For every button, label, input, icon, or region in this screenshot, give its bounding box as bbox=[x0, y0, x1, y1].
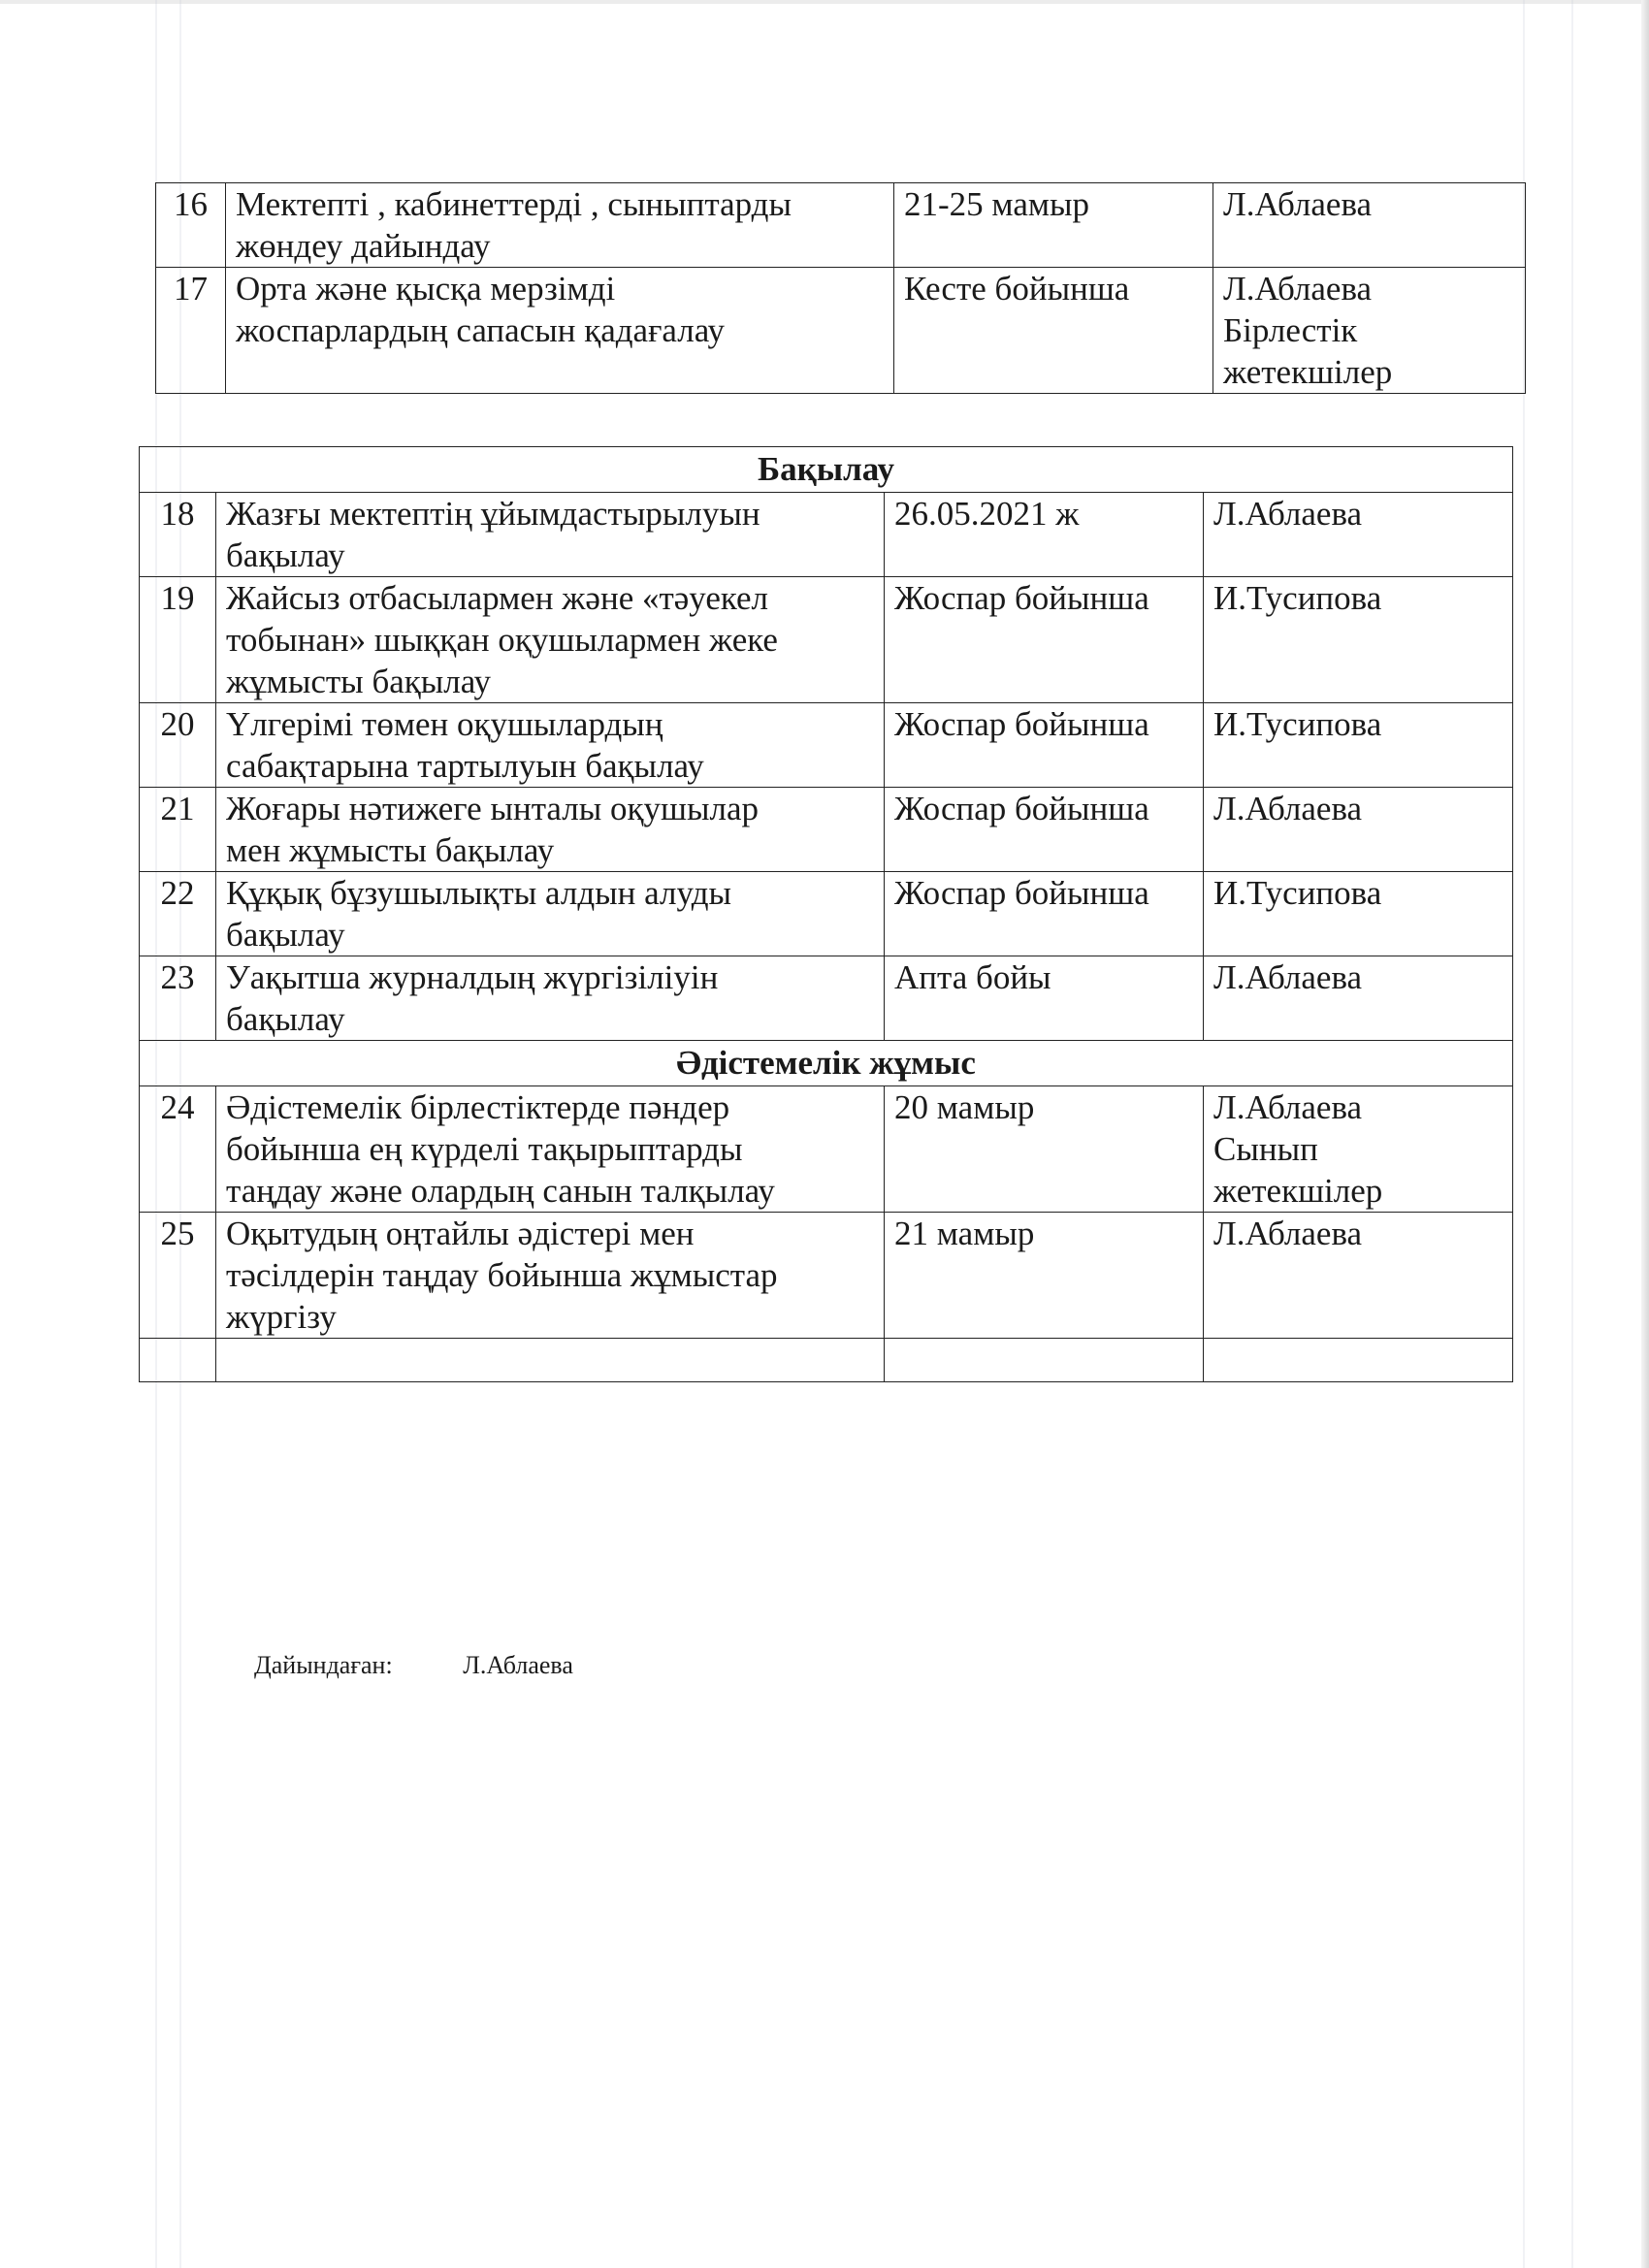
event-cell-line: жоспарлардың сапасын қадағалау bbox=[236, 311, 725, 349]
section-header-row bbox=[140, 447, 1513, 493]
date-cell bbox=[885, 956, 1204, 1041]
event-cell-line: мен жұмысты бақылау bbox=[226, 831, 555, 869]
event-cell-line: бойынша ең күрделі тақырыптарды bbox=[226, 1130, 743, 1168]
event-cell-line: сабақтарына тартылуын бақылау bbox=[226, 747, 704, 785]
scan-edge-right bbox=[1641, 0, 1649, 2268]
event-cell bbox=[216, 872, 885, 956]
responsible-cell-line: Л.Аблаева bbox=[1213, 958, 1363, 996]
event-cell-line: Оқытудың оңтайлы әдістері мен bbox=[226, 1215, 695, 1252]
responsible-cell bbox=[1204, 1086, 1513, 1213]
row-number: 25 bbox=[140, 1213, 216, 1339]
table-row bbox=[140, 872, 1513, 956]
responsible-cell bbox=[1204, 956, 1513, 1041]
responsible-cell bbox=[1204, 703, 1513, 788]
date-cell-line: Жоспар бойынша bbox=[894, 790, 1149, 827]
event-cell-line: бақылау bbox=[226, 916, 345, 954]
table-row bbox=[156, 183, 1526, 268]
date-cell bbox=[894, 268, 1213, 394]
responsible-cell-line: жетекшілер bbox=[1223, 353, 1393, 391]
date-cell-line: Кесте бойынша bbox=[904, 270, 1130, 308]
table-row bbox=[140, 703, 1513, 788]
plan-table-top-body bbox=[156, 183, 1526, 394]
date-cell-line: 20 мамыр bbox=[894, 1088, 1035, 1126]
event-cell-line: тәсілдерін таңдау бойынша жұмыстар bbox=[226, 1256, 778, 1294]
event-cell bbox=[216, 956, 885, 1041]
responsible-cell bbox=[1204, 1213, 1513, 1339]
row-number: 24 bbox=[140, 1086, 216, 1213]
row-number: 23 bbox=[140, 956, 216, 1041]
event-cell-line: Орта және қысқа мерзімді bbox=[236, 270, 616, 308]
table-row bbox=[140, 1086, 1513, 1213]
event-cell-line: Жазғы мектептің ұйымдастырылуын bbox=[226, 495, 760, 533]
date-cell-line: 21 мамыр bbox=[894, 1215, 1035, 1252]
event-cell bbox=[216, 1213, 885, 1339]
table-row bbox=[140, 493, 1513, 577]
signature-name: Л.Аблаева bbox=[463, 1651, 573, 1679]
event-cell-line: Мектепті , кабинеттерді , сыныптарды bbox=[236, 185, 792, 223]
event-cell-line: Жайсыз отбасылармен және «тәуекел bbox=[226, 579, 769, 617]
scan-streak bbox=[1571, 0, 1573, 2268]
date-cell bbox=[885, 1213, 1204, 1339]
date-cell-line: 26.05.2021 ж bbox=[894, 495, 1080, 533]
empty-cell bbox=[216, 1339, 885, 1382]
empty-table-row bbox=[140, 1339, 1513, 1382]
date-cell-line: Жоспар бойынша bbox=[894, 705, 1149, 743]
event-cell bbox=[216, 1086, 885, 1213]
date-cell-line: Жоспар бойынша bbox=[894, 874, 1149, 912]
event-cell-line: Құқық бұзушылықты алдын алуды bbox=[226, 874, 732, 912]
event-cell bbox=[226, 268, 894, 394]
empty-cell bbox=[140, 1339, 216, 1382]
date-cell bbox=[885, 872, 1204, 956]
date-cell bbox=[885, 788, 1204, 872]
event-cell bbox=[216, 788, 885, 872]
responsible-cell-line: Л.Аблаева bbox=[1223, 185, 1373, 223]
row-number: 19 bbox=[140, 577, 216, 703]
event-cell bbox=[216, 703, 885, 788]
responsible-cell bbox=[1204, 872, 1513, 956]
event-cell-line: тобынан» шыққан оқушылармен жеке bbox=[226, 621, 778, 659]
responsible-cell-line: Л.Аблаева bbox=[1213, 1215, 1363, 1252]
responsible-cell-line: Л.Аблаева bbox=[1213, 790, 1363, 827]
responsible-cell-line: И.Тусипова bbox=[1213, 579, 1382, 617]
event-cell bbox=[226, 183, 894, 268]
event-cell bbox=[216, 493, 885, 577]
date-cell bbox=[894, 183, 1213, 268]
event-cell-line: бақылау bbox=[226, 1000, 345, 1038]
event-cell-line: жұмысты бақылау bbox=[226, 663, 492, 700]
responsible-cell-line: жетекшілер bbox=[1213, 1172, 1383, 1210]
plan-table-bottom bbox=[139, 446, 1513, 1382]
event-cell-line: Үлгерімі төмен оқушылардың bbox=[226, 705, 663, 743]
responsible-cell-line: Л.Аблаева bbox=[1223, 270, 1373, 308]
responsible-cell bbox=[1213, 268, 1526, 394]
section-title-methodical: Әдістемелік жұмыс bbox=[140, 1041, 1513, 1086]
responsible-cell-line: Сынып bbox=[1213, 1130, 1318, 1168]
row-number: 18 bbox=[140, 493, 216, 577]
responsible-cell-line: Л.Аблаева bbox=[1213, 1088, 1363, 1126]
date-cell bbox=[885, 703, 1204, 788]
date-cell bbox=[885, 493, 1204, 577]
date-cell-line: Апта бойы bbox=[894, 958, 1051, 996]
event-cell bbox=[216, 577, 885, 703]
responsible-cell bbox=[1204, 577, 1513, 703]
plan-table-top bbox=[155, 182, 1526, 394]
row-number: 22 bbox=[140, 872, 216, 956]
section-title-control: Бақылау bbox=[140, 447, 1513, 493]
event-cell-line: жүргізу bbox=[226, 1298, 337, 1336]
row-number: 17 bbox=[156, 268, 226, 394]
event-cell-line: Жоғары нәтижеге ынталы оқушылар bbox=[226, 790, 759, 827]
date-cell-line: Жоспар бойынша bbox=[894, 579, 1149, 617]
signature-label: Дайындаған: bbox=[254, 1651, 393, 1679]
table-row bbox=[140, 577, 1513, 703]
date-cell bbox=[885, 577, 1204, 703]
responsible-cell bbox=[1213, 183, 1526, 268]
responsible-cell-line: Бірлестік bbox=[1223, 311, 1358, 349]
event-cell-line: бақылау bbox=[226, 536, 345, 574]
row-number: 20 bbox=[140, 703, 216, 788]
date-cell bbox=[885, 1086, 1204, 1213]
signature-block bbox=[254, 1651, 573, 1680]
plan-table-bottom-body bbox=[140, 447, 1513, 1382]
responsible-cell-line: Л.Аблаева bbox=[1213, 495, 1363, 533]
responsible-cell-line: И.Тусипова bbox=[1213, 705, 1382, 743]
responsible-cell bbox=[1204, 493, 1513, 577]
table-row bbox=[156, 268, 1526, 394]
table-row bbox=[140, 956, 1513, 1041]
date-cell-line: 21-25 мамыр bbox=[904, 185, 1090, 223]
table-row bbox=[140, 1213, 1513, 1339]
row-number: 16 bbox=[156, 183, 226, 268]
empty-cell bbox=[885, 1339, 1204, 1382]
responsible-cell-line: И.Тусипова bbox=[1213, 874, 1382, 912]
event-cell-line: таңдау және олардың санын талқылау bbox=[226, 1172, 775, 1210]
scan-edge-top bbox=[0, 0, 1649, 4]
event-cell-line: Уақытша журналдың жүргізіліуін bbox=[226, 958, 719, 996]
empty-cell bbox=[1204, 1339, 1513, 1382]
row-number: 21 bbox=[140, 788, 216, 872]
event-cell-line: жөндеу дайындау bbox=[236, 227, 491, 265]
section-header-row bbox=[140, 1041, 1513, 1086]
event-cell-line: Әдістемелік бірлестіктерде пәндер bbox=[226, 1088, 730, 1126]
table-row bbox=[140, 788, 1513, 872]
responsible-cell bbox=[1204, 788, 1513, 872]
